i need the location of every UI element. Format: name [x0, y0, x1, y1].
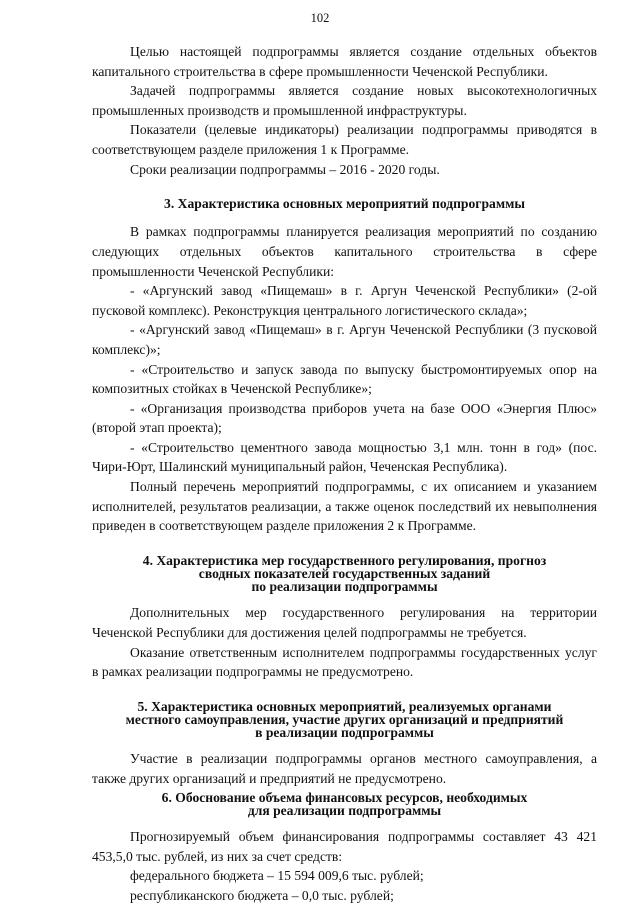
intro-paragraph-indicators: Показатели (целевые индикаторы) реализации подпрограммы приводятся в соответствующем разделе приложения 1 к Программе.	[92, 122, 597, 157]
section-3-list-item: - «Аргунский завод «Пищемаш» в г. Аргун Чеченской Республики (3 пусковой комплекс)»;	[92, 322, 597, 357]
section-6-heading-line: для реализации подпрограммы	[247, 802, 442, 818]
section-5-heading	[92, 700, 597, 740]
section-6-heading-line: 6. Обоснование объема финансовых ресурсов, необходимых	[161, 789, 528, 805]
document-body	[92, 42, 597, 905]
section-4-heading	[92, 554, 597, 594]
section-3-list-item: - «Строительство цементного завода мощностью 3,1 млн. тонн в год» (пос. Чири-Юрт, Шалинский муниципальный район, Чеченская Республика).	[92, 439, 597, 475]
section-4-paragraph: Оказание ответственным исполнителем подпрограммы государственных услуг в рамках реализации подпрограммы не предусмотрено.	[92, 644, 597, 680]
section-6-heading	[92, 791, 597, 817]
section-3-heading: 3. Характеристика основных мероприятий подпрограммы	[164, 196, 525, 212]
section-3-closing: Полный перечень мероприятий подпрограммы, с их описанием и указанием исполнителей, результатов реализации, а также оценок последствий их невыполнения приведен в соответствующем разделе приложения 2 к Программе.	[92, 479, 597, 534]
section-5-paragraph: Участие в реализации подпрограммы органов местного самоуправления, а также других организаций и предприятий не предусмотрено.	[92, 751, 597, 787]
section-4-heading-line: по реализации подпрограммы	[251, 579, 438, 595]
section-6-paragraph: Прогнозируемый объем финансирования подпрограммы составляет 43 421 453,5,0 тыс. рублей, из них за счет средств:	[92, 829, 597, 864]
section-3-list-item: - «Аргунский завод «Пищемаш» в г. Аргун Чеченской Республики» (2-ой пусковой комплекс). Реконструкция центрального логистического склада»;	[92, 283, 597, 318]
intro-paragraph-goal: Целью настоящей подпрограммы является создание отдельных объектов капитального строительства в сфере промышленности Чеченской Республики.	[92, 44, 597, 79]
section-6-federal-budget: федерального бюджета – 15 594 009,6 тыс. рублей;	[130, 868, 424, 884]
section-4-heading-line: 4. Характеристика мер государственного регулирования, прогноз	[142, 552, 547, 568]
section-3-list-item: - «Организация производства приборов учета на базе ООО «Энергия Плюс» (второй этап проекта);	[92, 400, 597, 436]
page-number: 102	[310, 11, 330, 25]
section-4-heading-line: сводных показателей государственных заданий	[198, 566, 491, 582]
section-5-heading-line: в реализации подпрограммы	[255, 725, 434, 741]
intro-paragraph-task: Задачей подпрограммы является создание новых высокотехнологичных промышленных производств и промышленной инфраструктуры.	[92, 83, 597, 118]
section-3-lead: В рамках подпрограммы планируется реализация мероприятий по созданию следующих отдельных объектов капитального строительства в сфере промышленности Чеченской Республики:	[92, 224, 597, 279]
section-3-list-item: - «Строительство и запуск завода по выпуску быстромонтируемых опор на композитных стойках в Чеченской Республике»;	[92, 361, 597, 397]
section-5-heading-line: 5. Характеристика основных мероприятий, реализуемых органами	[137, 698, 552, 714]
intro-paragraph-terms: Сроки реализации подпрограммы – 2016 - 2020 годы.	[130, 161, 440, 177]
section-4-paragraph: Дополнительных мер государственного регулирования на территории Чеченской Республики для достижения целей подпрограммы не требуется.	[92, 605, 597, 641]
section-6-republic-budget: республиканского бюджета – 0,0 тыс. рублей;	[130, 887, 394, 903]
section-5-heading-line: местного самоуправления, участие других организаций и предприятий	[125, 712, 564, 728]
